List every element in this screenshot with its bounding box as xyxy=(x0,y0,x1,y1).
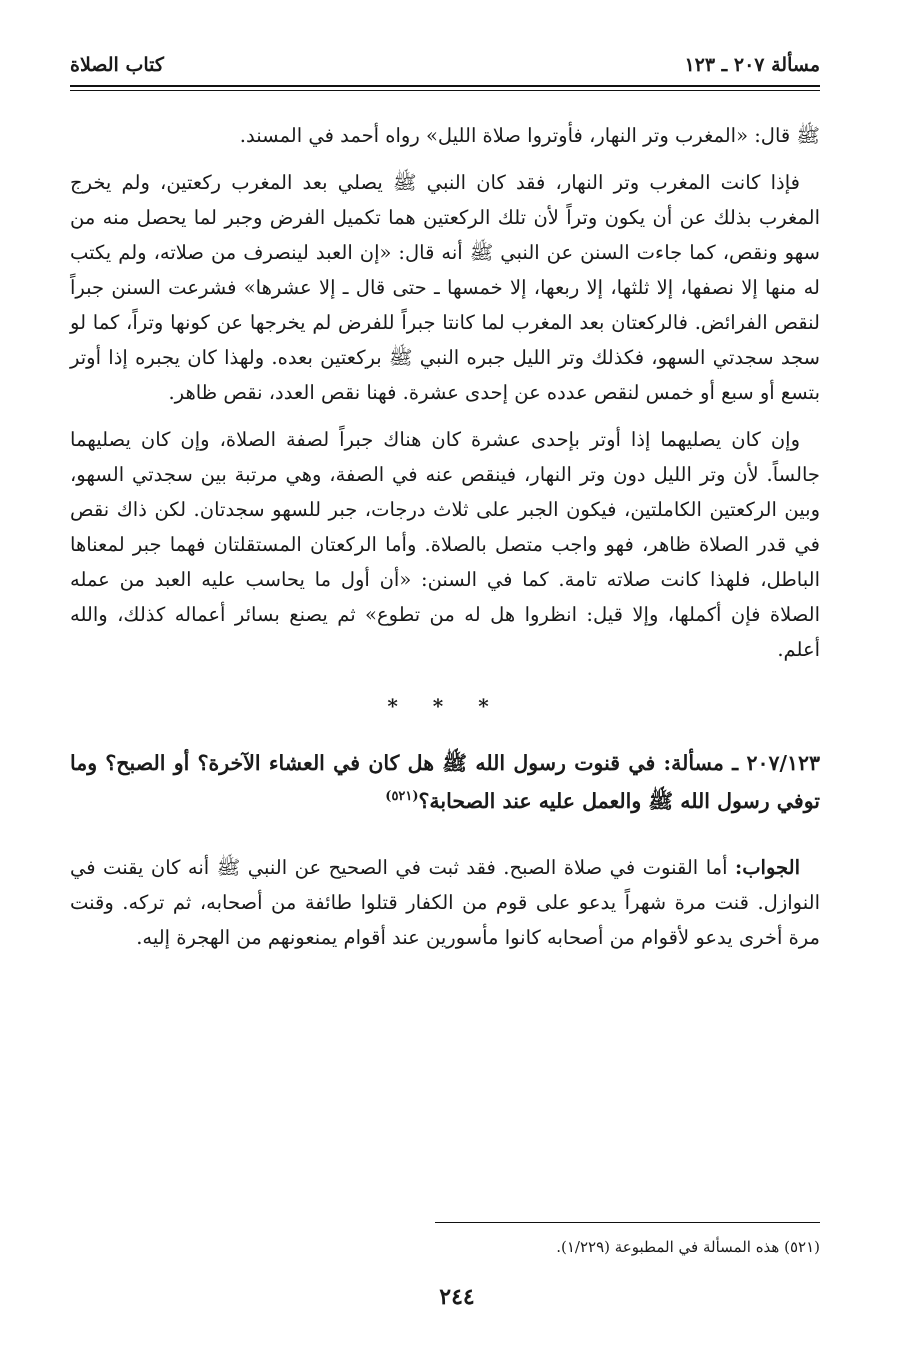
paragraph-maghrib-witr: فإذا كانت المغرب وتر النهار، فقد كان النبي ﷺ يصلي بعد المغرب ركعتين، ولم يخرج المغرب بذلك عن أن يكون وتراً لأن تلك الركعتين هما تكميل الفرض وجبر لما يحصل منه من سهو ونقص، كما جاءت السنن عن النبي ﷺ أنه قال: «إن العبد لينصرف من صلاته، ولم يكتب له منها إلا نصفها، إلا ثلثها، إلا ربعها، إلا خمسها ـ حتى قال ـ إلا عشرها» فشرعت السنن جبراً لنقص الفرائض. فالركعتان بعد المغرب لما كانتا جبراً للفرض لم يخرجها عن كونها وتراً، كما لو سجد سجدتي السهو، فكذلك وتر الليل جبره النبي ﷺ بركعتين بعده. ولهذا كان يجبره إذا أوتر بتسع أو سبع أو خمس لنقص عدده عن إحدى عشرة. فهنا نقص العدد، نقص ظاهر. xyxy=(70,171,820,404)
answer-label: الجواب: xyxy=(735,856,800,879)
section-separator: * * * xyxy=(387,694,503,718)
header-rule-thin xyxy=(70,90,820,91)
footnote-rule xyxy=(435,1222,820,1223)
question-text: ٢٠٧/١٢٣ ـ مسألة: في قنوت رسول الله ﷺ هل كان في العشاء الآخرة؟ أو الصبح؟ وما توفي رسول الله ﷺ والعمل عليه عند الصحابة؟ xyxy=(70,751,820,813)
footnote-reference: (٥٢١) xyxy=(385,789,419,805)
question-heading xyxy=(70,744,820,820)
header-issue-number: مسألة ٢٠٧ ـ ١٢٣ xyxy=(684,54,820,76)
answer-text: أما القنوت في صلاة الصبح. فقد ثبت في الصحيح عن النبي ﷺ أنه كان يقنت في النوازل. قنت مرة شهراً يدعو على قوم من الكفار قتلوا طائفة من أصحابه، ثم تركه. وقنت مرة أخرى يدعو لأقوام من أصحابه كانوا مأسورين عند أقوام يمنعونهم من الهجرة إليه. xyxy=(70,856,820,949)
running-header xyxy=(70,48,820,76)
page-number: ٢٤٤ xyxy=(439,1284,475,1310)
answer-paragraph xyxy=(70,850,820,955)
footnote: (٥٢١) هذه المسألة في المطبوعة (١/٢٢٩). xyxy=(556,1238,820,1256)
main-text xyxy=(70,118,820,955)
header-rule-thick xyxy=(70,85,820,87)
header-book-title: كتاب الصلاة xyxy=(70,54,164,76)
paragraph-jabr: وإن كان يصليهما إذا أوتر بإحدى عشرة كان هناك جبراً لصفة الصلاة، وإن كان يصليهما جالساً. لأن وتر الليل دون وتر النهار، فينقص عنه في الصفة، وهي مرتبة بين سجدتي السهو، وبين الركعتين الكاملتين، فيكون الجبر على ثلاث درجات، جبر للسهو سجدتان. لكن ذاك نقص في قدر الصلاة ظاهر، فهو واجب متصل بالصلاة. وأما الركعتان المستقلتان فهما جبر لمعناها الباطل، فلهذا كانت صلاته تامة. كما في السنن: «أن أول ما يحاسب عليه العبد من عمله الصلاة فإن أكملها، وإلا قيل: انظروا هل له من تطوع» ثم يصنع بسائر أعماله كذلك، والله أعلم. xyxy=(70,428,820,661)
paragraph-continuation: ﷺ قال: «المغرب وتر النهار، فأوتروا صلاة الليل» رواه أحمد في المسند. xyxy=(239,124,820,147)
